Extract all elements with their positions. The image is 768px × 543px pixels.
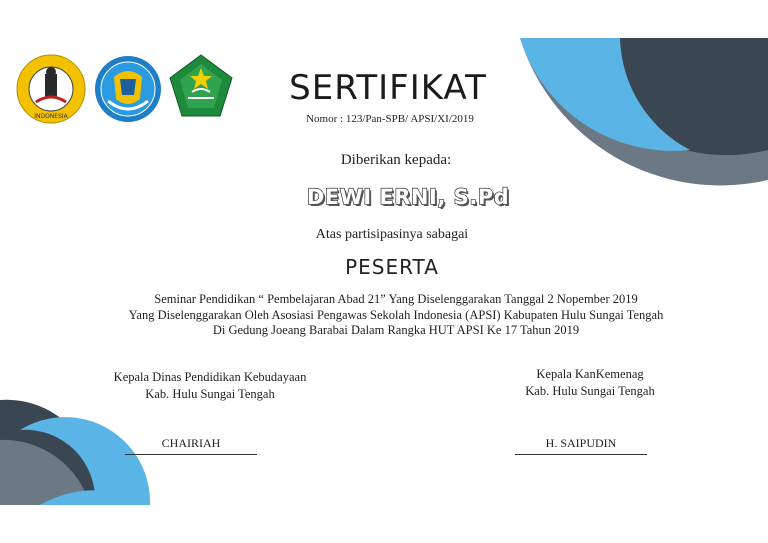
certificate-number: Nomor : 123/Pan-SPB/ APSI/XI/2019 [306, 113, 474, 125]
description-line: Yang Diselenggarakan Oleh Asosiasi Pengawas Sekolah Indonesia (APSI) Kabupaten Hulu Sungai Tengah [128, 307, 664, 322]
given-to-label: Diberikan kepada: [340, 152, 452, 168]
right-signatory-region: Kab. Hulu Sungai Tengah [525, 384, 655, 398]
certificate-title: SERTIFIKAT [289, 68, 487, 108]
description-line: Di Gedung Joeang Barabai Dalam Rangka HUT APSI Ke 17 Tahun 2019 [212, 323, 580, 337]
bottom-left-decoration [0, 400, 150, 505]
description-line: Seminar Pendidikan “ Pembelajaran Abad 21” Yang Diselenggarakan Tanggal 2 Nopember 2019 [154, 292, 638, 306]
right-signature-line [515, 454, 647, 455]
left-signatory-region: Kab. Hulu Sungai Tengah [145, 387, 275, 401]
participant-role: PESERTA [345, 255, 439, 279]
left-signatory-name: CHAIRIAH [161, 436, 221, 450]
right-signatory-title [490, 366, 690, 400]
svg-text:INDONESIA: INDONESIA [34, 113, 68, 120]
left-signatory-position: Kepala Dinas Pendidikan Kebudayaan [113, 370, 307, 384]
right-signatory-name: H. SAIPUDIN [545, 436, 617, 450]
event-description [0, 292, 768, 339]
right-signatory-position: Kepala KanKemenag [536, 367, 644, 381]
recipient-name: DEWI ERNI, S.Pd [306, 185, 510, 209]
left-signatory-title [90, 369, 330, 403]
participation-label: Atas partisipasinya sabagai [315, 227, 469, 242]
left-signature-line [125, 454, 257, 455]
